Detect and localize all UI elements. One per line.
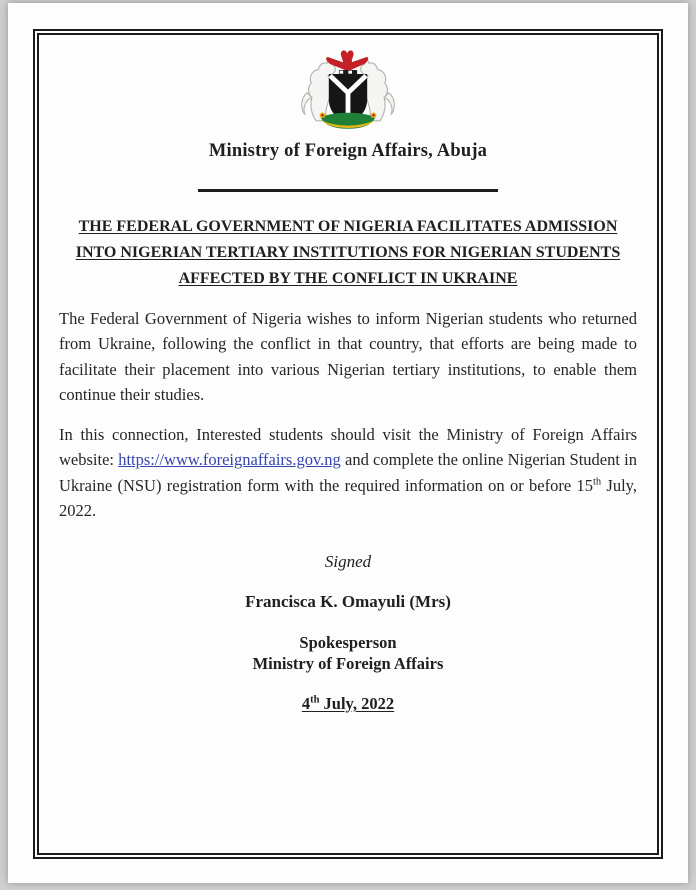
headline-line-1: THE FEDERAL GOVERNMENT OF NIGERIA FACILITATES ADMISSION — [78, 218, 618, 235]
signatory-role-line-1: Spokesperson — [299, 632, 397, 652]
title-divider-rule — [198, 189, 498, 192]
foreign-affairs-website-link[interactable]: https://www.foreignaffairs.gov.ng — [118, 450, 341, 470]
document-page — [8, 3, 688, 883]
torse-icon — [339, 70, 357, 74]
ministry-title: Ministry of Foreign Affairs, Abuja — [208, 141, 488, 161]
release-date — [59, 694, 637, 714]
base-wreath-icon — [320, 112, 377, 128]
paragraph-2-suffix: July, 2022. — [59, 475, 637, 521]
paragraph-2-ordinal: th — [592, 476, 602, 488]
headline-line-3: AFFECTED BY THE CONFLICT IN UKRAINE — [178, 269, 518, 287]
headline-line-2: INTO NIGERIAN TERTIARY INSTITUTIONS FOR NIGERIAN STUDENTS — [75, 243, 621, 261]
body-paragraph-2 — [59, 422, 637, 524]
signatory-role — [59, 632, 637, 674]
signatory-role-line-2: Ministry of Foreign Affairs — [252, 653, 444, 673]
signature-block — [59, 552, 637, 714]
body-paragraph-1: The Federal Government of Nigeria wishes to inform Nigerian students who returned from Ukraine, following the conflict in that country, that efforts are being made to facilitate their placement into various Nigerian tertiary institutions, to enable them continue their studies. — [59, 308, 637, 405]
nigeria-coat-of-arms-icon — [292, 47, 404, 137]
signed-label: Signed — [324, 551, 372, 571]
signatory-name: Francisca K. Omayuli (Mrs) — [245, 591, 451, 611]
release-date-rest: July, 2022 — [319, 693, 395, 713]
paragraph-2-prefix: In this connection, Interested students should visit the Ministry of Foreign Affairs website: — [59, 424, 637, 470]
page-border-frame — [33, 29, 663, 859]
press-release-headline — [59, 214, 637, 292]
page-border-frame-inner — [37, 33, 659, 855]
release-date-ordinal: th — [310, 694, 320, 706]
paragraph-2-middle: and complete the online Nigerian Student in Ukraine (NSU) registration form with the required information on or before 15 — [59, 450, 637, 495]
release-date-day: 4 — [301, 693, 311, 713]
